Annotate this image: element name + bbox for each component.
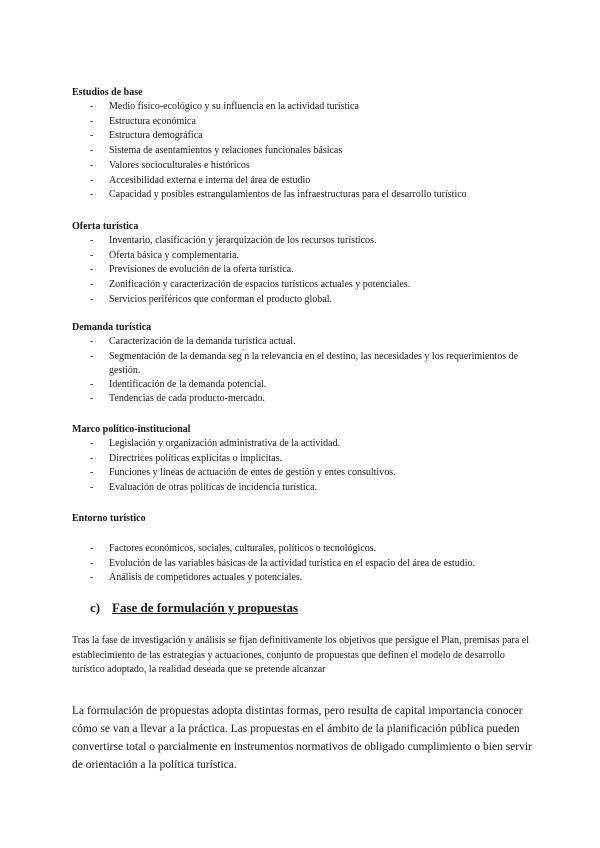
list-item: - Servicios periféricos que conforman el producto global.	[72, 293, 532, 308]
list-item: - Sistema de asentamientos y relaciones funcionales básicas	[72, 144, 532, 159]
bullet-list	[72, 234, 532, 308]
list-item: - Estructura económica	[72, 115, 532, 130]
list-item: - Accesibilidad externa e interna del área de estudio	[72, 174, 532, 189]
subsection-title: Fase de formulación y propuestas	[112, 600, 299, 615]
list-item: - Directrices políticas explícitas o implícitas.	[72, 452, 532, 467]
bullet-list	[72, 437, 532, 496]
subsection-heading	[90, 599, 298, 617]
section-entorno-turistico	[72, 512, 532, 526]
list-item: - Legislación y organización administrativa de la actividad.	[72, 437, 532, 452]
section-heading: Demanda turística	[72, 322, 152, 333]
list-item: - Funciones y líneas de actuación de entes de gestión y entes consultivos.	[72, 466, 532, 481]
section-entorno-turistico-list	[72, 542, 532, 586]
section-marco-politico-institucional	[72, 423, 532, 496]
bullet-list	[72, 100, 532, 203]
section-oferta-turistica	[72, 220, 532, 308]
list-item: - Caracterización de la demanda turística actual.	[72, 335, 532, 350]
list-item: - Oferta básica y complementaria.	[72, 249, 532, 264]
section-heading: Estudios de base	[72, 87, 143, 98]
list-item: - Análisis de competidores actuales y potenciales.	[72, 571, 532, 586]
section-heading: Marco político-institucional	[72, 424, 191, 435]
list-item: - Medio físico-ecológico y su influencia en la actividad turística	[72, 100, 532, 115]
list-item: - Zonificación y caracterización de espacios turísticos actuales y potenciales.	[72, 278, 532, 293]
bullet-list	[72, 335, 532, 407]
list-item: - Estructura demográfica	[72, 129, 532, 144]
section-heading: Oferta turística	[72, 221, 139, 232]
list-item: - Evolución de las variables básicas de la actividad turística en el espacio del área de estudio.	[72, 557, 532, 572]
bullet-list	[72, 542, 532, 586]
section-heading: Entorno turístico	[72, 513, 146, 524]
list-item: - Inventario, clasificación y jerarquización de los recursos turísticos.	[72, 234, 532, 249]
subsection-number: c)	[90, 600, 101, 615]
list-item: - Segmentación de la demanda seg ́n la relevancia en el destino, las necesidades y los requerimientos de gestión.	[72, 350, 532, 378]
paragraph: Tras la fase de investigación y análisis se fijan definitivamente los objetivos que persigue el Plan, premisas para el establecimiento de las estrategias y actuaciones, conjunto de propuestas que definen el modelo de desarrollo turístico adoptado, la realidad deseada que se pretende alcanzar	[72, 635, 530, 676]
section-demanda-turistica	[72, 321, 532, 407]
section-estudios-de-base	[72, 86, 532, 203]
list-item: - Factores económicos, sociales, culturales, políticos o tecnológicos.	[72, 542, 532, 557]
list-item: - Previsiones de evolución de la oferta turística.	[72, 263, 532, 278]
list-item: - Capacidad y posibles estrangulamientos de las infraestructuras para el desarrollo turístico	[72, 188, 532, 203]
list-item: - Evaluación de otras políticas de incidencia turística.	[72, 481, 532, 496]
list-item: - Valores socioculturales e históricos	[72, 159, 532, 174]
list-item: - Tendencias de cada producto-mercado.	[72, 392, 532, 407]
list-item: - Identificación de la demanda potencial.	[72, 378, 532, 393]
paragraph: La formulación de propuestas adopta distintas formas, pero resulta de capital importancia conocer cómo se van a llevar a la práctica. Las propuestas en el ámbito de la planificación pública pueden convertirse total o parcialmente en instrumentos normativos de obligado cumplimiento o bien servir de orientación a la política turística.	[72, 705, 532, 771]
